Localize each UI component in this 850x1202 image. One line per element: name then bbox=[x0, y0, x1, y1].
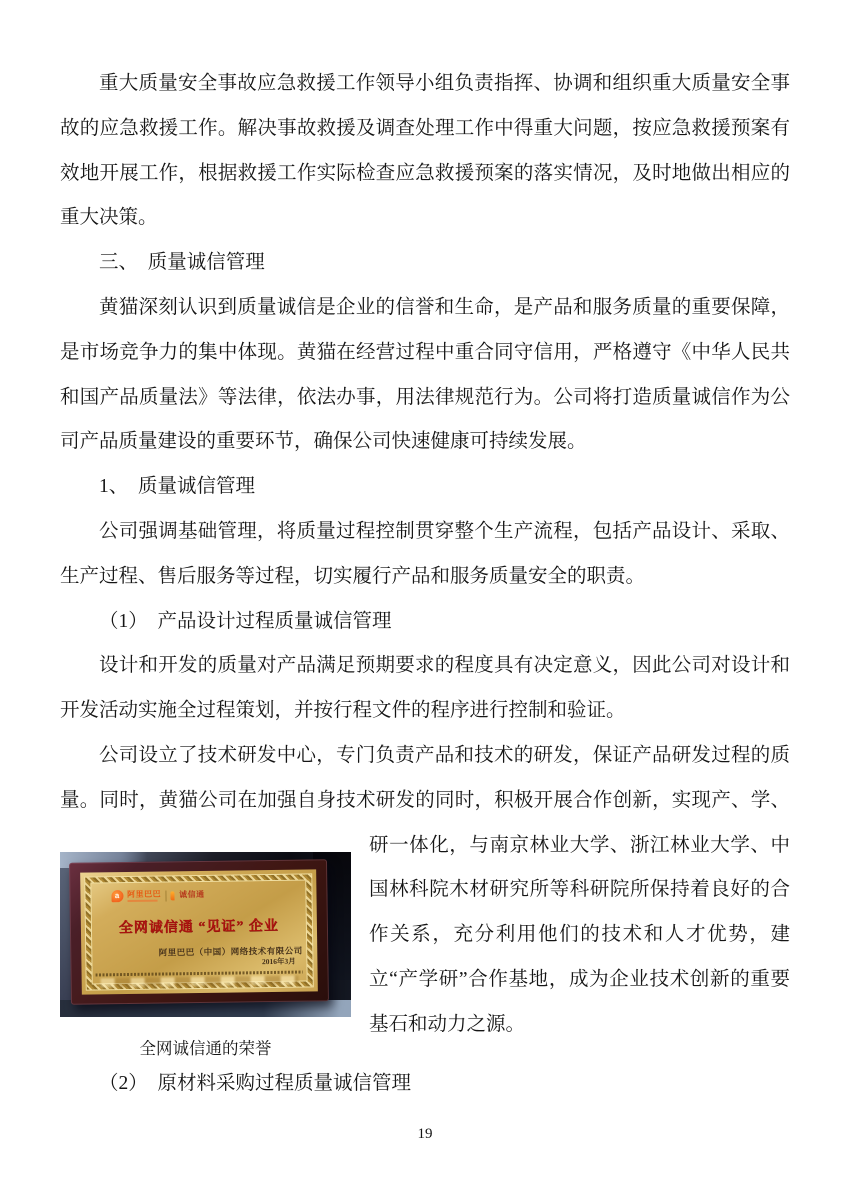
alibaba-brand-text: 阿里巴巴 bbox=[127, 889, 162, 900]
award-photo-figure bbox=[60, 852, 351, 1061]
plaque-title: 全网诚信通 “见证” 企业 bbox=[118, 919, 279, 937]
heading-item-2: （2） 原材料采购过程质量诚信管理 bbox=[99, 1072, 412, 1094]
figure-text-wrap-section bbox=[60, 824, 790, 1058]
page-number: 19 bbox=[417, 1126, 433, 1143]
alibaba-brand-subline bbox=[127, 900, 157, 902]
paragraph-quality-integrity: 黄猫深刻认识到质量诚信是企业的信誉和生命，是产品和服务质量的重要保障，是市场竞争力的集中体现。黄猫在经营过程中重合同守信用，严格遵守《中华人民共和国产品质量法》等法律，依法办事，用法律规范行为。公司将打造质量诚信作为公司产品质量建设的重要环节，确保公司快速健康可持续发展。 bbox=[60, 296, 790, 453]
photo-caption: 全网诚信通的荣誉 bbox=[139, 1038, 272, 1058]
paragraph-emergency-rescue: 重大质量安全事故应急救援工作领导小组负责指挥、协调和组织重大质量安全事故的应急救援工作。解决事故救援及调查处理工作中得重大问题，按应急救援预案有效地开展工作，根据救援工作实际检查应急救援预案的落实情况，及时地做出相应的重大决策。 bbox=[60, 73, 790, 229]
plaque-date-line: 2016年3月 bbox=[262, 957, 297, 967]
paragraph-basic-management: 公司强调基础管理，将质量过程控制贯穿整个生产流程，包括产品设计、采取、生产过程、售后服务等过程，切实履行产品和服务质量安全的职责。 bbox=[60, 520, 790, 587]
award-photo bbox=[60, 852, 351, 1017]
chengxintong-logo-text: 诚信通 bbox=[179, 890, 205, 900]
award-plaque bbox=[69, 860, 328, 1005]
paragraph-design-development: 设计和开发的质量对产品满足预期要求的程度具有决定意义，因此公司对设计和开发活动实施全过程策划，并按行程文件的程序进行控制和验证。 bbox=[60, 655, 790, 722]
alibaba-logo-icon: a bbox=[111, 891, 123, 903]
heading-section-3: 三、 质量诚信管理 bbox=[99, 252, 265, 274]
plaque-company-line: 阿里巴巴（中国）网络技术有限公司 bbox=[158, 945, 303, 958]
heading-subsection-1: 1、 质量诚信管理 bbox=[99, 476, 256, 498]
paragraph-rd-center-part2: 研一体化，与南京林业大学、浙江林业大学、中国林科院木材研究所等科研院所保持着良好的合作关系，充分利用他们的技术和人才优势，建立“产学研”合作基地，成为企业技术创新的重要基石和动力之源。 bbox=[369, 834, 790, 1035]
heading-item-1: （1） 产品设计过程质量诚信管理 bbox=[99, 610, 392, 632]
paragraph-rd-center-part1: 公司设立了技术研发中心，专门负责产品和技术的研发，保证产品研发过程的质量。同时，黄猫公司在加强自身技术研发的同时，积极开展合作创新，实现产、学、 bbox=[60, 744, 790, 811]
logo-divider bbox=[165, 891, 166, 902]
chengxintong-spark-icon bbox=[170, 892, 174, 901]
plaque-gold-plate bbox=[80, 870, 317, 995]
alibaba-logo-row bbox=[111, 890, 205, 903]
